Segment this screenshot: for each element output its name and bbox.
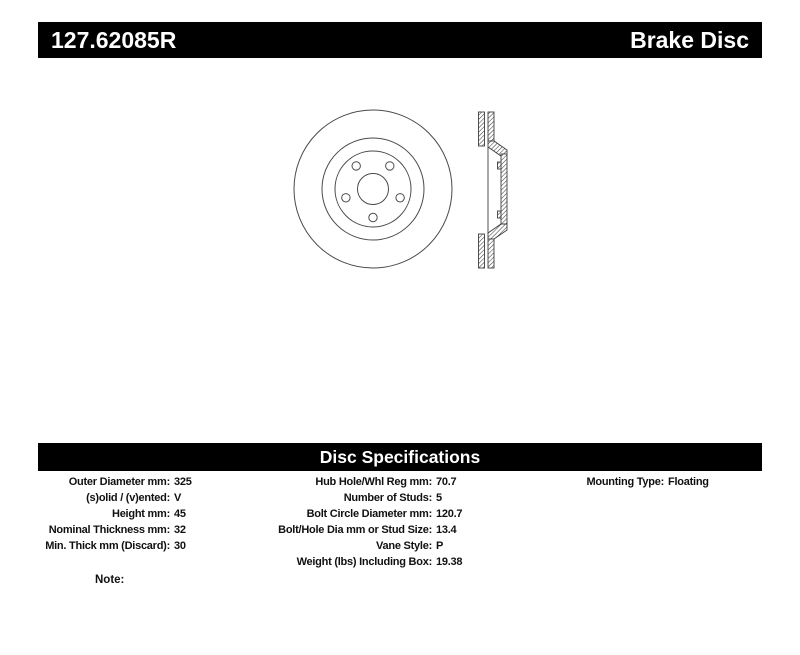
part-number: 127.62085R <box>51 26 177 53</box>
bottom-inner-plate <box>488 239 494 268</box>
spec-label: Nominal Thickness mm: <box>48 524 170 536</box>
spec-row <box>540 474 709 490</box>
spec-row <box>30 506 192 522</box>
spec-label: Height mm: <box>112 508 170 520</box>
spec-label: Vane Style: <box>376 540 432 552</box>
stud-hole <box>352 162 360 170</box>
spec-row <box>250 506 462 522</box>
hat-stud-hole-mark <box>498 211 502 218</box>
spec-label: Hub Hole/Whl Reg mm: <box>315 476 432 488</box>
spec-value: Floating <box>668 476 709 488</box>
spec-column-dimensions <box>30 474 192 554</box>
spec-column-mounting <box>540 474 709 490</box>
spec-row <box>30 538 192 554</box>
spec-value: 19.38 <box>436 556 463 568</box>
hat-outer-circle <box>335 151 411 227</box>
spec-row <box>250 554 462 570</box>
spec-row <box>30 474 192 490</box>
title-bar <box>38 22 762 58</box>
spec-label: Outer Diameter mm: <box>68 476 170 488</box>
center-bore-circle <box>358 174 389 205</box>
stud-hole <box>369 213 377 221</box>
spec-label: Min. Thick mm (Discard): <box>45 540 170 552</box>
spec-row <box>30 490 192 506</box>
bottom-hat-transition <box>488 224 507 239</box>
spec-label: Weight (lbs) Including Box: <box>296 556 432 568</box>
spec-value: 45 <box>174 508 186 520</box>
brake-disc-front-view-drawing <box>280 95 465 285</box>
brake-disc-cross-section-drawing <box>468 100 518 280</box>
product-type-title: Brake Disc <box>630 26 749 53</box>
rotor-outer-edge-circle <box>294 110 452 268</box>
spec-value: 13.4 <box>436 524 457 536</box>
spec-value: 120.7 <box>436 508 463 520</box>
spec-value: 325 <box>174 476 192 488</box>
spec-section-title: Disc Specifications <box>319 446 481 467</box>
bottom-outer-plate <box>479 234 485 268</box>
spec-row <box>30 522 192 538</box>
spec-value: 5 <box>436 492 442 504</box>
top-inner-plate <box>488 112 494 141</box>
spec-column-hub-studs <box>250 474 462 570</box>
spec-row <box>250 490 462 506</box>
spec-row <box>250 522 462 538</box>
spec-row <box>250 538 462 554</box>
friction-surface-inner-circle <box>322 138 424 240</box>
spec-label: Bolt Circle Diameter mm: <box>306 508 432 520</box>
spec-row <box>250 474 462 490</box>
spec-value: V <box>174 492 182 504</box>
stud-hole <box>396 194 404 202</box>
spec-value: 70.7 <box>436 476 457 488</box>
stud-hole <box>342 194 350 202</box>
spec-label: (s)olid / (v)ented: <box>86 492 170 504</box>
hat-wall <box>501 154 507 226</box>
top-outer-plate <box>479 112 485 146</box>
spec-label: Number of Studs: <box>343 492 432 504</box>
spec-value: 30 <box>174 540 186 552</box>
stud-hole <box>386 162 394 170</box>
spec-label: Mounting Type: <box>586 476 664 488</box>
spec-value: P <box>436 540 444 552</box>
spec-value: 32 <box>174 524 186 536</box>
spec-section-bar <box>38 443 762 471</box>
note-label: Note: <box>95 574 125 586</box>
hat-stud-hole-mark <box>498 162 502 169</box>
spec-label: Bolt/Hole Dia mm or Stud Size: <box>278 524 432 536</box>
